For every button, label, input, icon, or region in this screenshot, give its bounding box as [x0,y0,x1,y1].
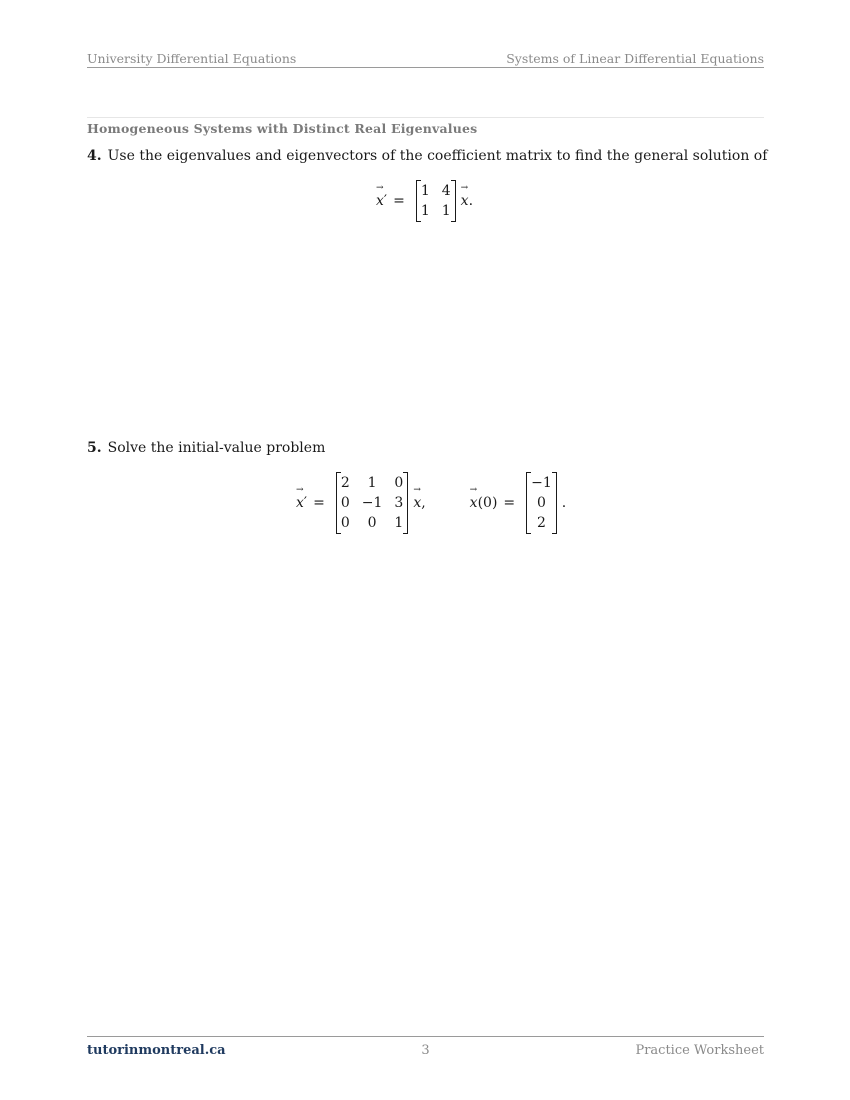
initial-condition-argument: (0) [477,495,498,511]
matrix-entry: 0 [367,515,377,531]
matrix-entry: 1 [367,475,377,491]
equals-sign: = [393,193,405,209]
equation-comma: , [421,495,426,511]
page-footer [87,1036,764,1061]
equals-sign: = [503,495,516,511]
matrix-entry: 0 [340,495,350,511]
problem-number: 5. [87,440,102,456]
problem-5 [87,440,325,456]
matrix-entry: 2 [340,475,350,491]
matrix-entry: 0 [394,475,404,491]
equation-period: . [561,495,567,511]
equation-period: . [468,193,474,209]
equation-problem-5 [296,472,566,534]
prime-symbol: ′ [303,495,308,511]
footer-website: tutorinmontreal.ca [87,1043,226,1058]
page-header [87,51,764,68]
matrix-entry: 1 [420,203,430,219]
page-number: 3 [421,1043,430,1058]
initial-vector [526,472,557,534]
problem-text: Solve the initial-value problem [107,440,326,456]
problem-text: Use the eigenvalues and eigenvectors of the coefficient matrix to find the general solution of [107,148,768,164]
vector-x: → x [470,495,478,511]
matrix-entry: 0 [340,515,350,531]
matrix-entry: −1 [361,495,383,511]
vector-entry: −1 [531,475,552,491]
vector-entry: 2 [537,515,546,531]
footer-document-type: Practice Worksheet [635,1043,764,1058]
equation-problem-4 [376,180,473,222]
problem-number: 4. [87,148,102,164]
vector-x: → x [376,193,384,209]
header-course-title: University Differential Equations [87,51,297,66]
section-title: Homogeneous Systems with Distinct Real Eigenvalues [87,121,478,136]
equals-sign: = [313,495,325,511]
problem-4 [87,148,767,164]
matrix-entry: 1 [420,183,430,199]
vector-x: → x [461,193,469,209]
vector-x: → x [413,495,421,511]
section-divider [87,117,764,118]
coefficient-matrix [416,180,456,222]
vector-x: → x [296,495,304,511]
coefficient-matrix [336,472,408,534]
matrix-entry: 4 [441,183,451,199]
matrix-entry: 3 [394,495,404,511]
header-chapter-title: Systems of Linear Differential Equations [506,51,764,66]
matrix-entry: 1 [441,203,451,219]
prime-symbol: ′ [383,193,388,209]
vector-entry: 0 [537,495,546,511]
matrix-entry: 1 [394,515,404,531]
